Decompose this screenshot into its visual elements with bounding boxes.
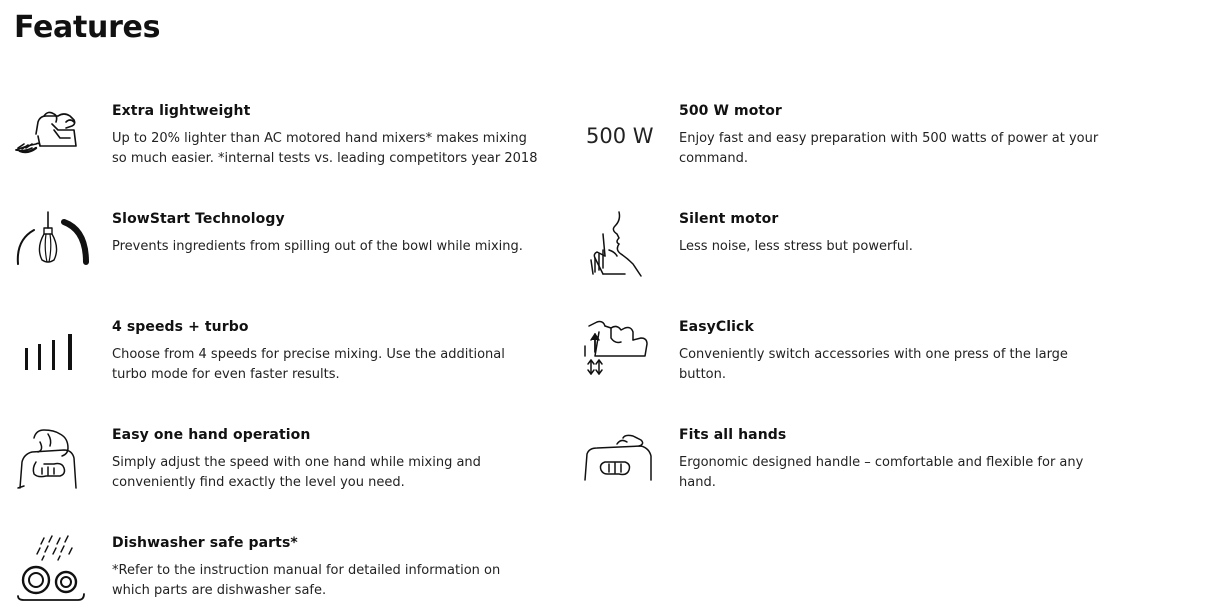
easyclick-icon [581,318,661,388]
speed-bars-icon [14,318,94,388]
feature-description: Choose from 4 speeds for precise mixing. Use the additional turbo mode for even faster results. [112,347,505,382]
dishwasher-icon [14,534,94,604]
handle-grip-icon [581,426,661,496]
feature-title: Extra lightweight [112,103,251,119]
feature-description: Up to 20% lighter than AC motored hand mixers* makes mixing so much easier. *internal tests vs. leading competitors year 2018 [112,131,538,166]
feather-weight-icon [14,102,94,172]
one-hand-icon [14,426,94,496]
watt-icon [581,102,661,172]
feature-description: Simply adjust the speed with one hand while mixing and conveniently find exactly the level you need. [112,455,481,490]
feature-description: Conveniently switch accessories with one press of the large button. [679,347,1068,382]
page-title: Features [14,10,161,45]
silent-hand-icon [581,210,661,280]
feature-title: SlowStart Technology [112,211,285,227]
feature-title: Easy one hand operation [112,427,311,443]
feature-description: *Refer to the instruction manual for detailed information on which parts are dishwasher safe. [112,563,501,598]
feature-title: 4 speeds + turbo [112,319,249,335]
feature-description: Less noise, less stress but powerful. [679,239,913,254]
feature-title: Dishwasher safe parts* [112,535,298,551]
feature-description: Ergonomic designed handle – comfortable and flexible for any hand. [679,455,1084,490]
feature-description: Enjoy fast and easy preparation with 500 watts of power at your command. [679,131,1099,166]
feature-description: Prevents ingredients from spilling out of the bowl while mixing. [112,239,523,254]
feature-title: Fits all hands [679,427,787,443]
feature-title: 500 W motor [679,103,782,119]
feature-title: Silent motor [679,211,779,227]
slowstart-whisk-icon [14,210,94,280]
feature-title: EasyClick [679,319,754,335]
watt-icon-label: 500 W [586,124,654,148]
